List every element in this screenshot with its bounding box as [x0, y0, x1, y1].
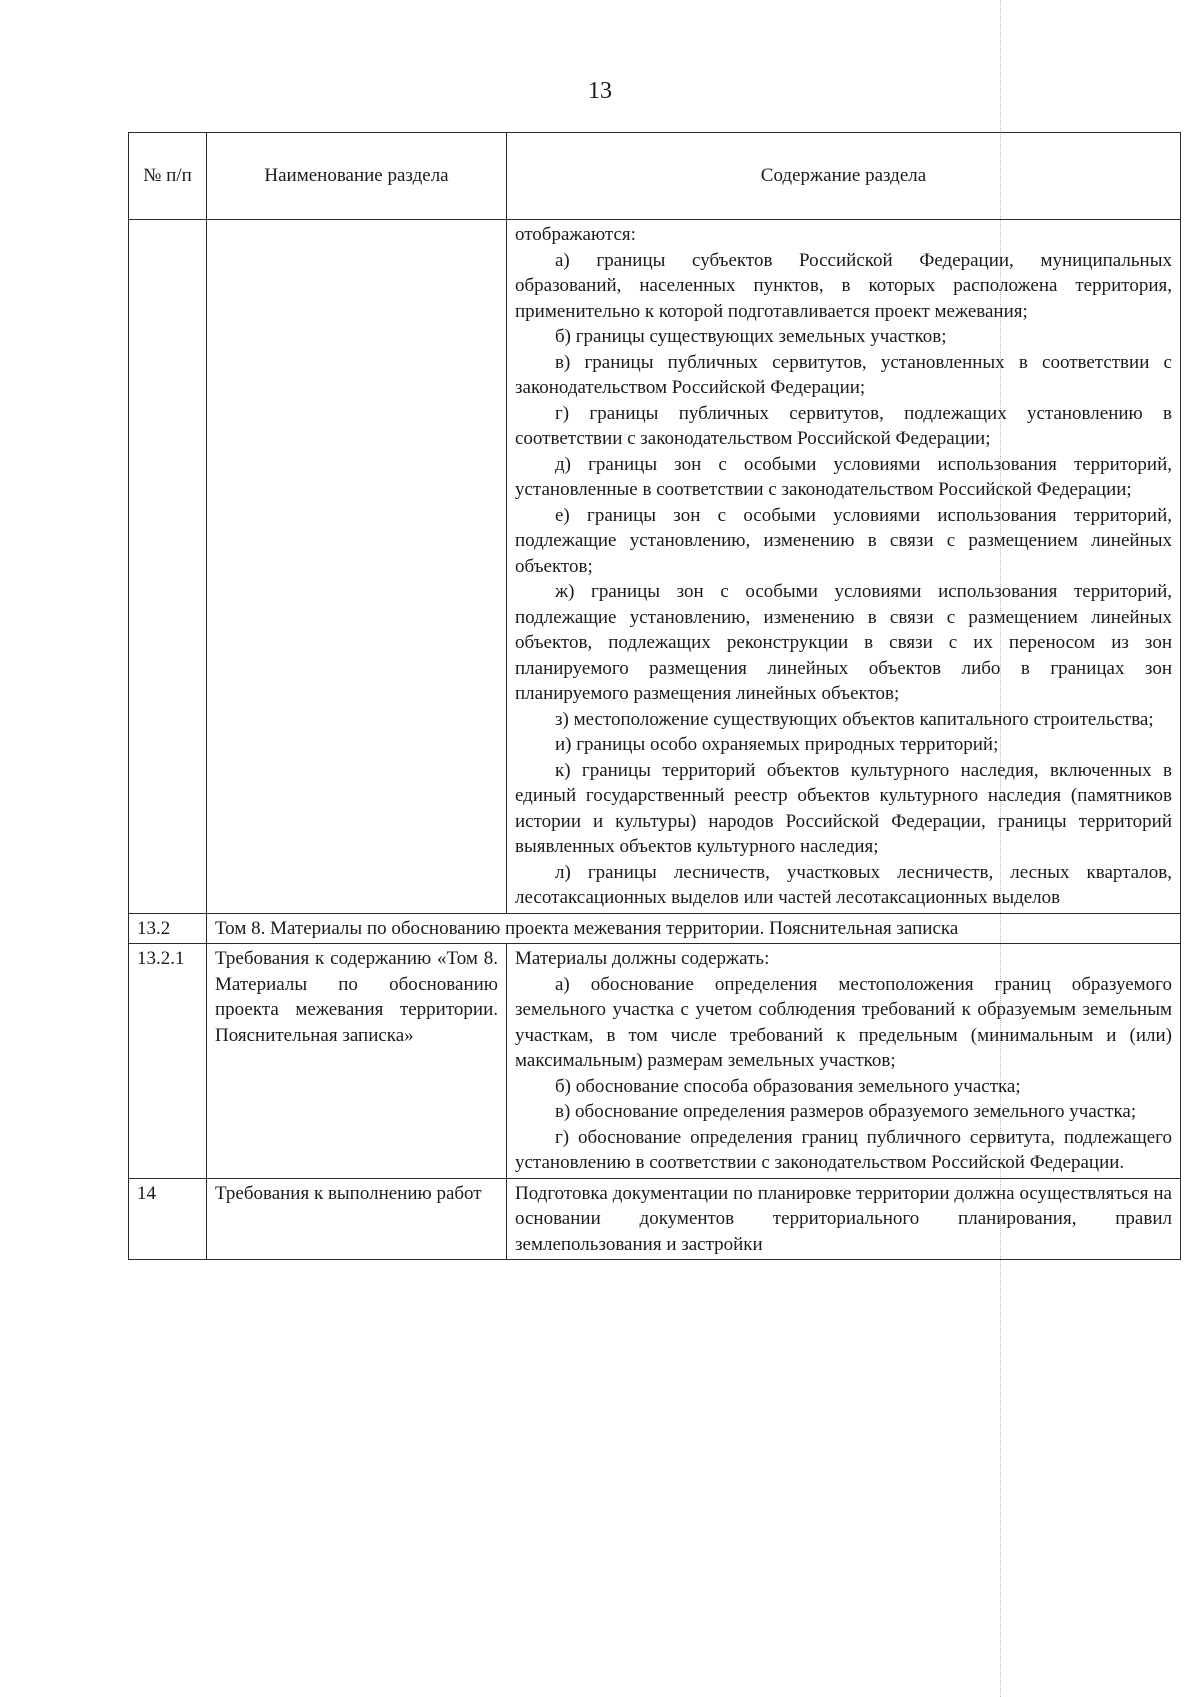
cell-content [507, 220, 1181, 914]
cell-name: Требования к содержанию «Том 8. Материалы по обоснованию проекта межевания территории. Пояснительная записка» [207, 944, 507, 1179]
table-row-13-2 [129, 913, 1181, 944]
section-title: Том 8. Материалы по обоснованию проекта межевания территории. Пояснительная записка [207, 913, 1181, 944]
header-number: № п/п [129, 133, 207, 220]
table-row-continuation [129, 220, 1181, 914]
table-row-14 [129, 1178, 1181, 1260]
list-item: а) границы субъектов Российской Федерации, муниципальных образований, населенных пунктов, в которых расположена территория, применительно к которой подготавливается проект межевания; [515, 249, 1172, 322]
list-item: ж) границы зон с особыми условиями использования территорий, подлежащие установлению, изменению в связи с размещением линейных объектов, подлежащих реконструкции в связи с их переносом из зон планируемого размещения линейных объектов либо в границах зон планируемого размещения линейных объектов; [515, 581, 1172, 704]
cell-name [207, 220, 507, 914]
list-item: з) местоположение существующих объектов капитального строительства; [555, 708, 1154, 730]
list-item: б) границы существующих земельных участков; [555, 326, 947, 347]
list-item: е) границы зон с особыми условиями использования территорий, подлежащие установлению, изменению в связи с размещением линейных объектов; [515, 504, 1172, 577]
table-row-13-2-1 [129, 944, 1181, 1179]
list-item: и) границы особо охраняемых природных территорий; [555, 734, 999, 755]
cell-number: 13.2.1 [129, 944, 207, 1179]
requirements-table [128, 132, 1181, 1260]
list-item: а) обоснование определения местоположения границ образуемого земельного участка с учетом соблюдения требований к образуемым земельным участкам, в том числе требований к предельным (минимальным и (или) максимальным) размерам земельных участков; [515, 973, 1172, 1071]
content-lead: Материалы должны содержать: [515, 948, 770, 969]
cell-number: 13.2 [129, 913, 207, 944]
header-section-content: Содержание раздела [507, 133, 1181, 220]
header-section-name: Наименование раздела [207, 133, 507, 220]
cell-content: Подготовка документации по планировке территории должна осуществляться на основании документов территориального планирования, правил землепользования и застройки [507, 1178, 1181, 1260]
list-item: б) обоснование способа образования земельного участка; [555, 1075, 1021, 1097]
list-item: д) границы зон с особыми условиями использования территорий, установленные в соответствии с законодательством Российской Федерации; [515, 453, 1172, 500]
list-item: г) границы публичных сервитутов, подлежащих установлению в соответствии с законодательством Российской Федерации; [515, 402, 1172, 449]
list-item: в) границы публичных сервитутов, установленных в соответствии с законодательством Российской Федерации; [515, 351, 1172, 398]
cell-name: Требования к выполнению работ [207, 1178, 507, 1260]
list-item: в) обоснование определения размеров образуемого земельного участка; [555, 1101, 1137, 1122]
cell-number [129, 220, 207, 914]
list-item: к) границы территорий объектов культурного наследия, включенных в единый государственный реестр объектов культурного наследия (памятников истории и культуры) народов Российской Федерации, границы территорий выявленных объектов культурного наследия; [515, 759, 1172, 857]
cell-content [507, 944, 1181, 1179]
table-header-row [129, 133, 1181, 220]
content-lead: отображаются: [515, 224, 636, 245]
list-item: л) границы лесничеств, участковых лесничеств, лесных кварталов, лесотаксационных выделов или частей лесотаксационных выделов [515, 861, 1172, 908]
page-number: 13 [588, 78, 612, 104]
cell-number: 14 [129, 1178, 207, 1260]
list-item: г) обоснование определения границ публичного сервитута, подлежащего установлению в соответствии с законодательством Российской Федерации. [515, 1126, 1172, 1173]
